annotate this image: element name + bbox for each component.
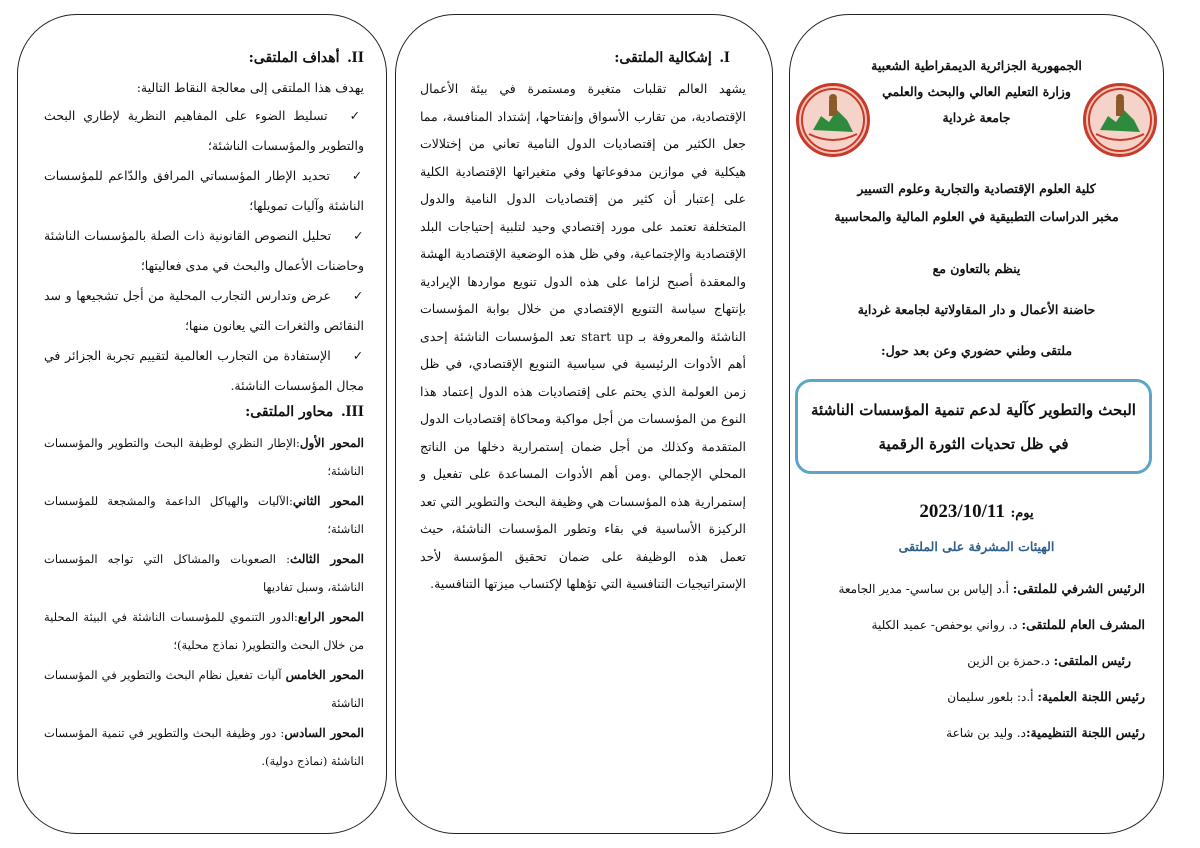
list-item: المحور الثاني:الآليات والهياكل الداعمة والمشجعة للمؤسسات الناشئة؛ — [44, 494, 364, 536]
objectives-intro: يهدف هذا الملتقى إلى معالجة النقاط التالية: — [136, 80, 364, 95]
list-item: رئيس اللجنة التنظيمية:د. وليد بن شاعة — [946, 725, 1145, 740]
problem-panel — [395, 14, 773, 834]
list-item: المحور السادس: دور وظيفة البحث والتطوير في تنمية المؤسسات الناشئة (نماذج دولية). — [44, 726, 364, 768]
check-icon: ✓ — [353, 228, 364, 243]
problem-body: يشهد العالم تقلبات متغيرة ومستمرة في بيئة الأعمال الإقتصادية، من تقارب الأسواق وإنفتاحها، إشتداد المنافسة، مما جعل الكثير من إقتصاديات الدول النامية تعاني من إختلالات هيكلية في موازين مدفوعاتها وفي متغيراتها الإقتصادية الكلية على إعتبار أن كثير من إقتصاديات الدول النامية والدول المتخلفة تعتمد على مورد إقتصادي وحيد لتلبية إحتياجات البلد الإقتصادية والإجتماعية، وفي ظل هذه الوضعية الإقتصادية الهشة والمعقدة أصبح لزاما على هذه الدول تنويع مواردها الإيرادية بإنتهاج سياسة التنويع الإقتصادي من خلال بوابة المؤسسات الناشئة والمعروفة بـ start up تعد المؤسسات الناشئة إحدى أهم الأدوات الرئيسية في سياسية التنويع الإقتصادي، في ظل زمن العولمة الذي يحتم على إقتصاديات هذه الدول إعتماد هذا النوع من المؤسسات من أجل مواكبة ومحاكاة إقتصاديات الدول المتقدمة وكذلك من أجل ضمان إستمرارية دخلها من الناتج المحلي الإجمالي .ومن أهم الأدوات المساعدة على تفعيل و إستمرارية هذه المؤسسات هي وظيفة البحث والتطوير التي تعد الركيزة الأساسية في بقاء وتطور المؤسسات الناشئة، حيث تعمل هذه الوظيفة على ضمان تحقيق المؤسسة لأحد الإستراتيجيات التنافسية التي تؤهلها لإكتساب ميزتها التنافسية. — [420, 81, 746, 591]
check-icon: ✓ — [352, 288, 364, 303]
list-item: رئيس الملتقى: د.حمزة بن الزين — [967, 653, 1131, 668]
date-label: يوم: — [1010, 506, 1034, 521]
objectives-panel — [17, 14, 387, 834]
event-title: البحث والتطوير كآلية لدعم تنمية المؤسسات الناشئة في ظل تحديات الثورة الرقمية — [811, 400, 1136, 453]
event-date — [790, 501, 1163, 523]
list-item: ✓تحليل النصوص القانونية ذات الصلة بالمؤسسات الناشئة وحاضنات الأعمال والبحث في مدى فعاليتها؛ — [44, 228, 364, 273]
list-item: المحور الخامس آليات تفعيل نظام البحث والتطوير في المؤسسات الناشئة — [44, 668, 365, 710]
list-item: المحور الثالث: الصعوبات والمشاكل التي تواجه المؤسسات الناشئة، وسبل تفاديها — [44, 552, 364, 594]
university-logo-icon — [796, 83, 870, 157]
check-icon: ✓ — [349, 108, 365, 123]
list-item: الرئيس الشرفي للملتقى: أ.د إلياس بن ساسي- مدير الجامعة — [838, 581, 1145, 596]
section-title: أهداف الملتقى: — [248, 50, 340, 66]
section-number: I. — [719, 49, 730, 66]
axes-heading — [44, 403, 364, 421]
committee-list — [802, 571, 1145, 751]
axes-list — [44, 429, 364, 775]
list-item: المحور الأول:الإطار النظري لوظيفة البحث والتطوير والمؤسسات الناشئة؛ — [44, 436, 364, 478]
republic-name: الجمهورية الجزائرية الديمقراطية الشعبية — [871, 58, 1082, 73]
organizes-line: ينظم بالتعاون مع — [932, 261, 1021, 276]
partner-name: حاضنة الأعمال و دار المقاولاتية لجامعة غرداية — [857, 302, 1096, 317]
date-value: 2023/10/11 — [919, 501, 1005, 522]
committee-heading: الهيئات المشرفة على الملتقى — [898, 539, 1055, 554]
problem-heading — [420, 49, 730, 67]
list-item: رئيس اللجنة العلمية: أ.د: بلعور سليمان — [947, 689, 1145, 704]
section-title: إشكالية الملتقى: — [614, 50, 712, 66]
list-item: ✓عرض وتدارس التجارب المحلية من أجل تشجيعها و سد النقائص والثغرات التي يعانون منها؛ — [44, 288, 364, 333]
list-item: ✓الإستفادة من التجارب العالمية لتقييم تجربة الجزائر في مجال المؤسسات الناشئة. — [44, 348, 364, 393]
cover-panel — [789, 14, 1164, 834]
faculty-block — [808, 175, 1145, 231]
objectives-list — [44, 101, 364, 401]
section-title: محاور الملتقى: — [245, 404, 334, 420]
event-type: ملتقى وطني حضوري وعن بعد حول: — [880, 343, 1073, 358]
faculty-name: كلية العلوم الإقتصادية والتجارية وعلوم التسيير — [857, 181, 1096, 196]
list-item: المحور الرابع:الدور التنموي للمؤسسات الناشئة في البيئة المحلية من خلال البحث والتطوير( نماذج محلية)؛ — [44, 610, 364, 652]
check-icon: ✓ — [351, 168, 364, 183]
university-logo-icon — [1083, 83, 1157, 157]
list-item: المشرف العام للملتقى: د. رواني بوحفص- عميد الكلية — [871, 617, 1145, 632]
section-number: II. — [347, 49, 364, 66]
lab-name: مخبر الدراسات التطبيقية في العلوم المالية والمحاسبية — [834, 209, 1119, 224]
list-item: ✓تحديد الإطار المؤسساتي المرافق والدّاعم للمؤسسات الناشئة وآليات تمويلها؛ — [44, 168, 364, 213]
objectives-heading — [44, 49, 364, 67]
event-title-box — [795, 379, 1152, 474]
check-icon: ✓ — [352, 348, 364, 363]
ministry-name: وزارة التعليم العالي والبحث والعلمي — [882, 84, 1071, 99]
section-number: III. — [341, 403, 364, 420]
university-name: جامعة غرداية — [942, 110, 1011, 125]
list-item: ✓تسليط الضوء على المفاهيم النظرية لإطاري البحث والتطوير والمؤسسات الناشئة؛ — [44, 108, 365, 153]
